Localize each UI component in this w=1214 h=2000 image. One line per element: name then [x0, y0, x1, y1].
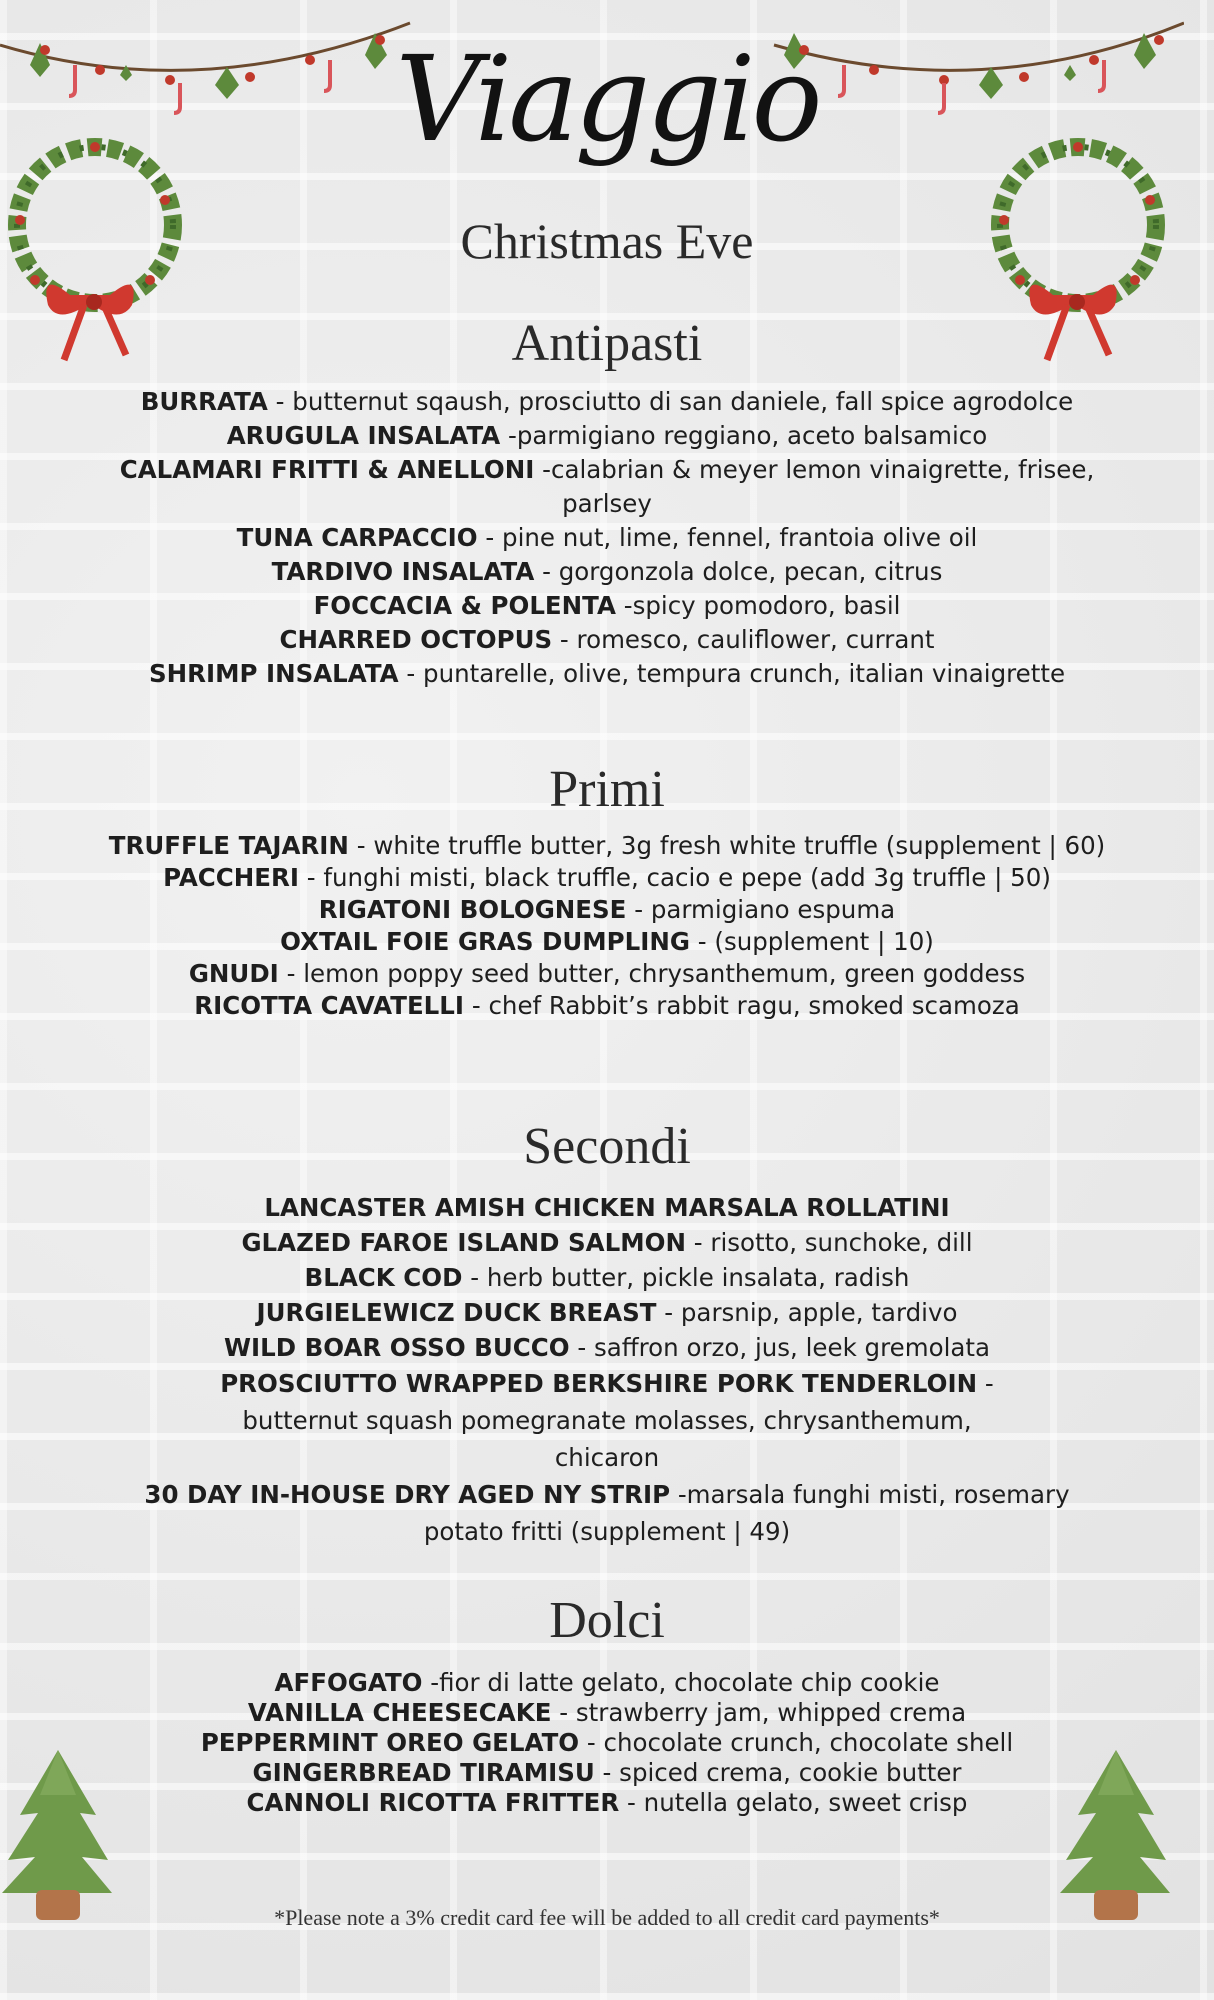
item-desc: -calabrian & meyer lemon vinaigrette, frisee, parlsey: [534, 455, 1095, 518]
item-desc: - gorgonzola dolce, pecan, citrus: [534, 557, 943, 586]
item-name: JURGIELEWICZ DUCK BREAST: [256, 1298, 657, 1327]
item-name: CALAMARI FRITTI & ANELLONI: [119, 455, 535, 484]
item-name: GINGERBREAD TIRAMISU: [252, 1758, 595, 1787]
section-title-secondi: Secondi: [523, 1118, 691, 1175]
menu-item: [95, 1476, 1119, 1550]
credit-card-fee-note: *Please note a 3% credit card fee will be added to all credit card payments*: [274, 1905, 940, 1930]
item-name: GNUDI: [188, 959, 279, 988]
item-desc: -spicy pomodoro, basil: [615, 591, 901, 620]
item-name: TUNA CARPACCIO: [236, 523, 478, 552]
menu-item: [95, 1698, 1119, 1728]
secondi-list: [95, 1190, 1119, 1550]
item-desc: - nutella gelato, sweet crisp: [619, 1788, 968, 1817]
section-title-antipasti: Antipasti: [511, 315, 703, 372]
item-desc: -marsala funghi misti, rosemary potato fritti (supplement | 49): [423, 1480, 1070, 1546]
item-desc: - romesco, cauliflower, currant: [552, 625, 935, 654]
item-name: VANILLA CHEESECAKE: [247, 1698, 552, 1727]
menu-item: [95, 990, 1119, 1022]
item-name: OXTAIL FOIE GRAS DUMPLING: [280, 927, 690, 956]
menu-item: [95, 385, 1119, 419]
menu-item: [95, 589, 1119, 623]
item-desc: - lemon poppy seed butter, chrysanthemum, green goddess: [278, 959, 1026, 988]
item-name: CHARRED OCTOPUS: [279, 625, 553, 654]
item-name: BURRATA: [140, 387, 268, 416]
item-desc: - funghi misti, black truffle, cacio e pepe (add 3g truffle | 50): [298, 863, 1051, 892]
item-desc: - white truffle butter, 3g fresh white truffle (supplement | 60): [348, 831, 1106, 860]
item-name: FOCCACIA & POLENTA: [313, 591, 616, 620]
item-desc: - strawberry jam, whipped crema: [551, 1698, 967, 1727]
item-desc: - parmigiano espuma: [626, 895, 896, 924]
item-name: ARUGULA INSALATA: [226, 421, 501, 450]
item-desc: - chocolate crunch, chocolate shell: [579, 1728, 1014, 1757]
menu-item: [95, 1758, 1119, 1788]
item-desc: - pine nut, lime, fennel, frantoia olive oil: [477, 523, 978, 552]
menu-item: [95, 623, 1119, 657]
restaurant-logo: Viaggio: [395, 30, 819, 168]
menu-item: [95, 657, 1119, 691]
menu-subtitle: Christmas Eve: [460, 213, 754, 269]
item-name: BLACK COD: [304, 1263, 463, 1292]
menu-item: [95, 830, 1119, 894]
item-name: WILD BOAR OSSO BUCCO: [223, 1333, 570, 1362]
item-name: LANCASTER AMISH CHICKEN MARSALA ROLLATINI: [264, 1193, 950, 1222]
item-name: 30 DAY IN-HOUSE DRY AGED NY STRIP: [144, 1480, 671, 1509]
menu-item: [95, 894, 1119, 926]
item-desc: -butternut squash pomegranate molasses, chrysanthemum, chicaron: [242, 1369, 994, 1472]
item-desc: - butternut sqaush, prosciutto di san daniele, fall spice agrodolce: [267, 387, 1074, 416]
menu-item: [95, 419, 1119, 453]
item-name: RICOTTA CAVATELLI: [194, 991, 465, 1020]
section-title-primi: Primi: [549, 761, 665, 818]
menu-item: [95, 1365, 1119, 1476]
dolci-list: [95, 1668, 1119, 1818]
item-name: TARDIVO INSALATA: [271, 557, 535, 586]
item-name: PEPPERMINT OREO GELATO: [200, 1728, 580, 1757]
menu-item: [95, 926, 1119, 958]
primi-list: [95, 830, 1119, 1022]
item-name: PACCHERI: [163, 863, 299, 892]
menu-item: [95, 1728, 1119, 1758]
antipasti-list: [95, 385, 1119, 691]
item-name: GLAZED FAROE ISLAND SALMON: [241, 1228, 686, 1257]
section-title-dolci: Dolci: [549, 1592, 665, 1649]
item-name: PROSCIUTTO WRAPPED BERKSHIRE PORK TENDERLOIN: [220, 1369, 978, 1398]
menu-item: [95, 453, 1119, 521]
item-desc: - risotto, sunchoke, dill: [685, 1228, 973, 1257]
item-desc: - puntarelle, olive, tempura crunch, italian vinaigrette: [398, 659, 1066, 688]
item-desc: - (supplement | 10): [689, 927, 934, 956]
menu-item: [95, 1260, 1119, 1295]
menu-item: [95, 1225, 1119, 1260]
menu-item: [95, 1190, 1119, 1225]
menu-item: [95, 1668, 1119, 1698]
item-name: SHRIMP INSALATA: [148, 659, 399, 688]
item-name: TRUFFLE TAJARIN: [108, 831, 349, 860]
menu-item: [95, 958, 1119, 990]
item-desc: - herb butter, pickle insalata, radish: [462, 1263, 910, 1292]
item-desc: - spiced crema, cookie butter: [594, 1758, 962, 1787]
item-desc: -fior di latte gelato, chocolate chip cookie: [422, 1668, 940, 1697]
menu-item: [95, 521, 1119, 555]
item-name: CANNOLI RICOTTA FRITTER: [246, 1788, 620, 1817]
item-desc: - chef Rabbit’s rabbit ragu, smoked scamoza: [464, 991, 1020, 1020]
item-desc: - saffron orzo, jus, leek gremolata: [569, 1333, 991, 1362]
item-name: RIGATONI BOLOGNESE: [318, 895, 627, 924]
menu-item: [95, 1295, 1119, 1330]
item-desc: - parsnip, apple, tardivo: [656, 1298, 958, 1327]
menu-item: [95, 555, 1119, 589]
menu-item: [95, 1330, 1119, 1365]
item-desc: -parmigiano reggiano, aceto balsamico: [500, 421, 988, 450]
menu-item: [95, 1788, 1119, 1818]
item-name: AFFOGATO: [274, 1668, 423, 1697]
